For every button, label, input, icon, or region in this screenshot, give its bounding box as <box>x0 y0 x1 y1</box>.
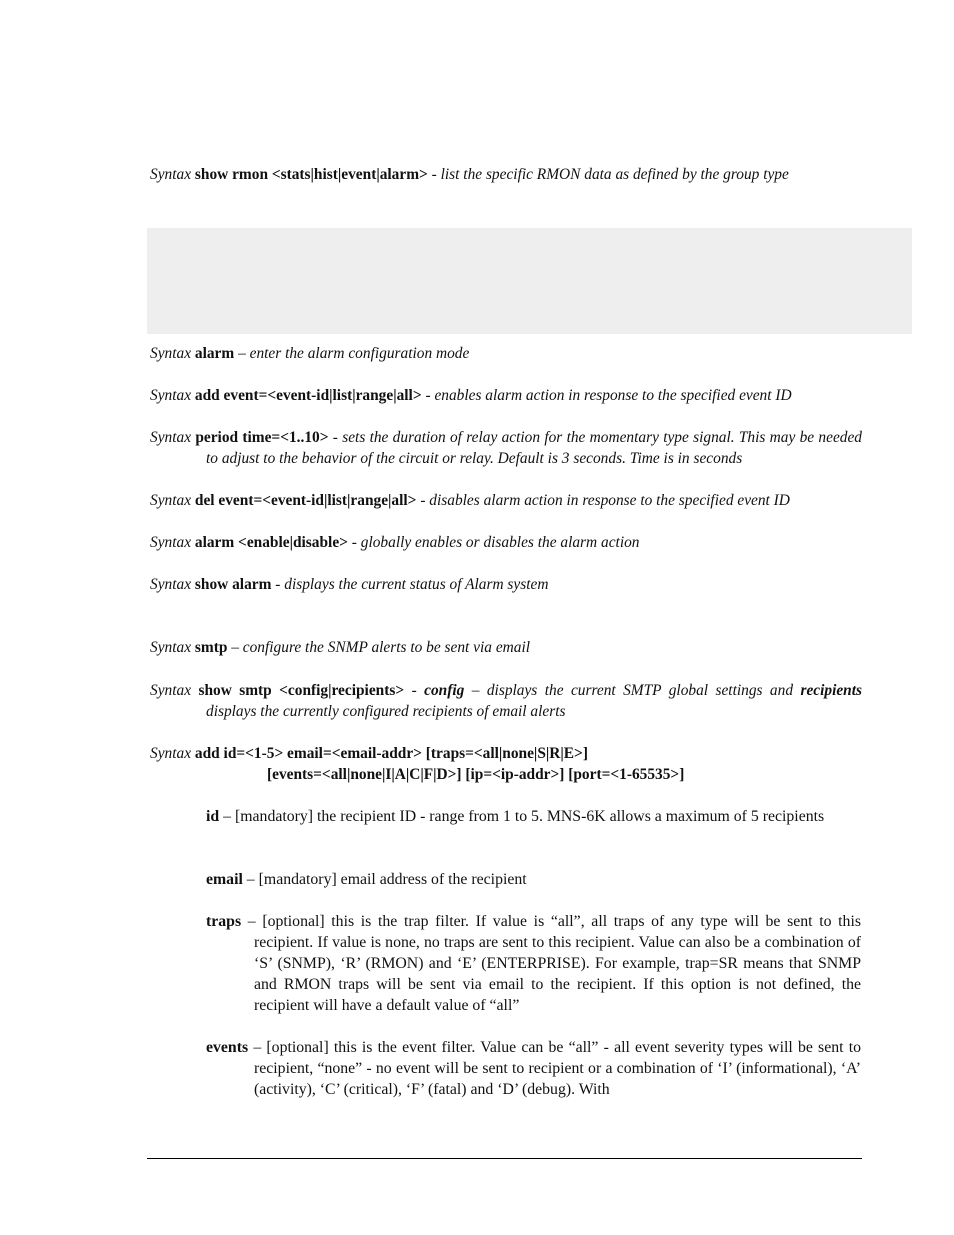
recipients-keyword: recipients <box>800 682 863 699</box>
syntax-entry-add-id <box>150 743 862 764</box>
command: show alarm <box>194 576 272 593</box>
syntax-label: Syntax <box>150 429 192 446</box>
command: smtp <box>194 639 228 656</box>
command: period time=<1..10> <box>195 429 329 446</box>
command: add event=<event-id|list|range|all> <box>194 387 422 404</box>
description: list the specific RMON data as defined by the group type <box>440 166 789 183</box>
description: sets the duration of relay action for the momentary type signal. This may be needed to adjust to the behavior of the circuit or relay. Default is 3 seconds. Time is in seconds <box>206 429 862 467</box>
syntax-entry-show-smtp: Syntax show smtp <config|recipients> - config – displays the current SMTP global settings and recipients displays the currently configured recipients of email alerts <box>150 682 863 720</box>
param-name: events <box>206 1039 249 1056</box>
command: show smtp <config|recipients> <box>198 682 405 699</box>
syntax-label: Syntax <box>150 166 192 183</box>
syntax-entry-del-event: Syntax del event=<event-id|list|range|all> - disables alarm action in response to the specified event ID <box>150 492 790 509</box>
command: add id=<1-5> email=<email-addr> [traps=<all|none|S|R|E>] <box>194 745 588 762</box>
param-traps <box>206 911 861 1016</box>
param-text: – [mandatory] the recipient ID - range from 1 to 5. MNS-6K allows a maximum of 5 recipients <box>219 808 825 825</box>
description: configure the SNMP alerts to be sent via email <box>242 639 531 656</box>
syntax-label: Syntax <box>150 534 192 551</box>
syntax-label: Syntax <box>150 639 192 656</box>
command: show rmon <stats|hist|event|alarm> <box>194 166 428 183</box>
syntax-entry-add-event: Syntax add event=<event-id|list|range|all> - enables alarm action in response to the specified event ID <box>150 387 792 404</box>
description: displays the current status of Alarm system <box>284 576 549 593</box>
syntax-label: Syntax <box>150 492 192 509</box>
param-name: email <box>206 871 243 888</box>
shaded-block <box>147 228 912 334</box>
syntax-entry-smtp: Syntax smtp – configure the SNMP alerts to be sent via email <box>150 639 531 656</box>
footer-rule <box>147 1158 862 1159</box>
syntax-label: Syntax <box>150 387 192 404</box>
param-name: traps <box>206 913 242 930</box>
command: alarm <box>194 345 235 362</box>
command: del event=<event-id|list|range|all> <box>194 492 417 509</box>
description: globally enables or disables the alarm action <box>360 534 640 551</box>
config-keyword: config <box>424 682 465 699</box>
param-email <box>206 869 861 890</box>
description: enter the alarm configuration mode <box>249 345 470 362</box>
syntax-label: Syntax <box>150 345 192 362</box>
param-name: id <box>206 808 220 825</box>
command-continuation: [events=<all|none|I|A|C|F|D>] [ip=<ip-addr>] [port=<1-65535>] <box>267 766 685 783</box>
syntax-entry-alarm: Syntax alarm – enter the alarm configuration mode <box>150 345 470 362</box>
param-id <box>206 806 861 827</box>
syntax-label: Syntax <box>150 682 192 699</box>
param-text: – [mandatory] email address of the recipient <box>242 871 527 888</box>
syntax-entry-show-rmon: Syntax show rmon <stats|hist|event|alarm> - list the specific RMON data as defined by the group type <box>150 166 789 183</box>
syntax-label: Syntax <box>150 745 192 762</box>
description: disables alarm action in response to the specified event ID <box>429 492 790 509</box>
param-events <box>206 1037 861 1100</box>
param-text: – [optional] this is the event filter. Value can be “all” - all event severity types will be sent to recipient, “none” - no event will be sent to recipient or a combination of ‘I’ (informational), ‘A’ (activity), ‘C’ (critical), ‘F’ (fatal) and ‘D’ (debug). With <box>248 1039 861 1098</box>
param-text: – [optional] this is the trap filter. If value is “all”, all traps of any type will be sent to this recipient. If value is none, no traps are sent to this recipient. Value can also be a combination of ‘S’ (SNMP), ‘R’ (RMON) and ‘E’ (ENTERPRISE). For example, trap=SR means that SNMP and RMON traps will be sent via email to the recipient. If this option is not defined, the recipient will have a default value of “all” <box>241 913 861 1014</box>
syntax-entry-show-alarm: Syntax show alarm - displays the current status of Alarm system <box>150 576 549 593</box>
syntax-label: Syntax <box>150 576 192 593</box>
description: enables alarm action in response to the specified event ID <box>434 387 792 404</box>
command: alarm <enable|disable> <box>194 534 348 551</box>
syntax-entry-alarm-enable: Syntax alarm <enable|disable> - globally enables or disables the alarm action <box>150 534 640 551</box>
syntax-entry-period-time: Syntax period time=<1..10> - sets the duration of relay action for the momentary type signal. This may be needed to adjust to the behavior of the circuit or relay. Default is 3 seconds. Time is in seconds <box>150 429 862 467</box>
